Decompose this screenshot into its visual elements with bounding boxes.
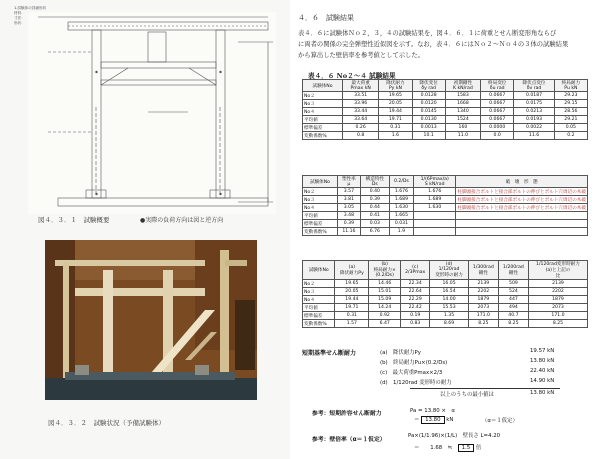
table-cell: 柱脚頭接合ボルトと接合部ボルトの伸びとボルト穴周辺の木破: [457, 189, 586, 195]
table-cell: 変動係数%: [303, 320, 335, 328]
table-cell: No３: [303, 196, 338, 204]
table-cell: 標準偏差: [303, 220, 338, 228]
table-row: [303, 132, 588, 140]
table-cell: 2073: [528, 304, 587, 312]
ref1-note: （α＝１仮定）: [482, 418, 518, 424]
table-cell: 1340: [445, 108, 480, 116]
col-header: 1/300rad 剛性: [468, 261, 498, 280]
short-term-row: (d) 1/120rad 変形時の耐力: [380, 380, 452, 386]
table-cell: 1.6: [379, 132, 412, 140]
intro-line: に両者の関係の完全弾塑性近似図を示す。なお，表４．６にはＮｏ２～Ｎｏ４の３体の試験結果: [298, 41, 569, 48]
col-header: (a) 降伏耐力Py: [335, 261, 369, 280]
table-row: [303, 116, 588, 124]
table-cell: 11.0: [445, 132, 480, 140]
col-header: (d) 1/120rad 変形時の耐力: [430, 261, 469, 280]
header-line: 形状：: [14, 21, 25, 25]
table-cell: 0.0667: [481, 108, 514, 116]
table-row: [303, 100, 588, 108]
table-row: [303, 220, 588, 228]
col-header: 終局耐力 Pu kN: [554, 80, 587, 92]
table-cell: 標準偏差: [303, 312, 335, 320]
col-header: 1/(6Pmax/a) S kN/rad: [414, 176, 456, 188]
table-cell: 1.57: [335, 320, 369, 328]
table-cell: 22.64: [401, 288, 430, 296]
table-row: [303, 296, 588, 304]
table-cell: 0.0022: [514, 124, 554, 132]
table-cell: 15.09: [369, 296, 401, 304]
table-cell: 20.05: [379, 100, 412, 108]
col-header: 試験体No: [303, 80, 343, 92]
table-cell: 40.7: [498, 312, 528, 320]
base-sill: [58, 198, 268, 206]
table-cell: [456, 220, 588, 228]
col-header: 1/200rad 剛性: [498, 261, 528, 280]
short-term-row: (b) 終局耐力Pu×(0.2/Ds): [380, 360, 448, 366]
results-table-1: [302, 79, 588, 140]
results-table-2: [302, 175, 588, 236]
table-cell: No４: [303, 108, 343, 116]
table-cell: 22.29: [401, 296, 430, 304]
table-cell: 0.03: [360, 220, 389, 228]
table-header-row: [303, 176, 588, 188]
table-cell: 19.65: [335, 280, 369, 288]
table-cell: [414, 228, 456, 236]
header-line: 1.試験体の詳細形状: [14, 6, 47, 10]
mid-beam: [101, 80, 216, 85]
table-cell: 8.25: [498, 320, 528, 328]
right-page: [290, 0, 605, 459]
col-header: 1/120rad変形時耐力 (a)と上記の 比: [528, 261, 587, 280]
table-cell: 0.0187: [514, 92, 554, 100]
left-column: [92, 30, 101, 198]
intro-line: から算出した壁倍率を参考値として示した。: [298, 52, 424, 59]
ref2-label: 参考：壁倍率（α＝１仮定）: [312, 437, 386, 443]
table-row: [303, 188, 588, 196]
table-row: [303, 124, 588, 132]
table-cell: 19.71: [335, 304, 369, 312]
results-table-3: [302, 260, 588, 328]
min-underline: [410, 388, 560, 389]
actuator-bracket: [148, 32, 166, 62]
table-cell: 8.25: [528, 320, 587, 328]
setup-drawing-svg: [28, 12, 276, 214]
table-cell: 171.0: [468, 312, 498, 320]
table-cell: 509: [498, 280, 528, 288]
table-cell: 0.0145: [412, 108, 445, 116]
table-cell: 0.0213: [514, 108, 554, 116]
table-cell: 0.31: [335, 312, 369, 320]
table-cell: 0.83: [401, 320, 430, 328]
test-photo-svg: [45, 240, 257, 400]
table-cell: 1.35: [430, 312, 469, 320]
table-cell: 1.665: [389, 212, 413, 220]
table-row: [303, 320, 588, 328]
table-cell: 8.69: [430, 320, 469, 328]
table-cell: [414, 212, 456, 220]
table-cell: 1.630: [414, 204, 456, 212]
table-cell: 0.2: [554, 132, 587, 140]
table-cell: No３: [303, 288, 335, 296]
ref2-boxed-value: 1.5: [458, 444, 475, 452]
intro-line: 表４．６に試験体Ｎｏ２，３，４の試験結果を，図４．６．１に荷重とせん断変形角ならび: [298, 30, 557, 37]
table-row: [303, 312, 588, 320]
table-cell: 0.39: [360, 196, 389, 204]
table-cell: 6.47: [369, 320, 401, 328]
table-header-row: [303, 261, 588, 280]
ref1-boxed-value: 13.80: [421, 416, 444, 424]
table-cell: 1.689: [389, 196, 413, 204]
table-cell: 3.48: [337, 212, 360, 220]
test-setup-drawing: [28, 12, 276, 214]
table-cell: 11.6: [514, 132, 554, 140]
table-cell: 19.65: [379, 92, 412, 100]
short-term-title: 短期基準せん断耐力: [302, 350, 357, 357]
table-cell: 0.26: [343, 124, 379, 132]
table-cell: 平均値: [303, 304, 335, 312]
table-cell: [414, 220, 456, 228]
table-cell: 447: [498, 296, 528, 304]
table-cell: 20.05: [335, 288, 369, 296]
table-cell: No２: [303, 280, 335, 288]
table-cell: 28.56: [554, 108, 587, 116]
section-title: ４．６ 試験結果: [298, 14, 354, 22]
table-cell: No３: [303, 100, 343, 108]
table-cell: 14.46: [369, 280, 401, 288]
table-cell: 平均値: [303, 212, 338, 220]
table-cell: 柱脚頭接合ボルトと接合部ボルトの伸びとボルト穴周辺の木破: [457, 205, 586, 211]
short-term-value: 19.57 kN: [530, 348, 555, 354]
table-cell: 10.1: [412, 132, 445, 140]
table-cell: 0.0193: [514, 116, 554, 124]
col-header: 破 壊 形 態: [456, 176, 588, 188]
table-cell: 19.71: [379, 116, 412, 124]
table-header-row: [303, 80, 588, 92]
test-photo: [45, 240, 257, 400]
table-cell: 2139: [528, 280, 587, 288]
figure-1-note: ●実際の負荷方向は図と逆方向: [140, 217, 224, 224]
header-line: 寸法：: [14, 16, 25, 20]
table-cell: 1.689: [414, 196, 456, 204]
short-term-value: 22.40 kN: [530, 368, 555, 374]
table-cell: 11.16: [337, 228, 360, 236]
ref1-label: 参考：短期許容せん断耐力: [312, 411, 382, 417]
col-header: 終局変位 δu rad: [481, 80, 514, 92]
table-cell: 16.54: [430, 288, 469, 296]
table-cell: No４: [303, 296, 335, 304]
col-header: (b) 終局耐力× (0.2/Ds): [369, 261, 401, 280]
table-cell: 15.53: [430, 304, 469, 312]
table-cell: 6.76: [360, 228, 389, 236]
table-cell: 0.0000: [481, 124, 514, 132]
table-cell: 19.44: [379, 108, 412, 116]
table-cell: 1.630: [389, 204, 413, 212]
ref1-result: ＝ 13.80 kN: [414, 417, 454, 423]
upper-beam: [101, 62, 216, 68]
table-title: 表４．６ No２～４ 試験結果: [308, 72, 396, 80]
table-cell: 1.9: [389, 228, 413, 236]
table-row: [303, 108, 588, 116]
table-cell: 1668: [445, 100, 480, 108]
col-header: 塑性率 μ: [337, 176, 360, 188]
table-row: [303, 288, 588, 296]
table-cell: 0.8: [343, 132, 379, 140]
table-cell: 29.15: [554, 100, 587, 108]
table-cell: 1.676: [414, 188, 456, 196]
table-cell: 524: [498, 288, 528, 296]
short-term-row: (c) 最大荷重Pmax×2/3: [380, 370, 443, 376]
figure-1-caption: 図４．３．１ 試験概要: [38, 216, 110, 224]
table-cell: 8.25: [468, 320, 498, 328]
table-cell: 3.81: [337, 196, 360, 204]
table-cell: No２: [303, 92, 343, 100]
table-cell: 3.57: [337, 188, 360, 196]
table-cell: 1879: [528, 296, 587, 304]
table-row: [303, 196, 588, 204]
table-cell: 33.96: [343, 100, 379, 108]
ref1-eq: Pa = 13.80 × α: [410, 408, 455, 414]
table-cell: [456, 212, 588, 220]
table-cell: 0.0667: [481, 92, 514, 100]
table-cell: 平均値: [303, 116, 343, 124]
table-cell: 33.44: [343, 108, 379, 116]
short-term-value: 14.90 kN: [530, 378, 555, 384]
table-cell: 0.31: [379, 124, 412, 132]
table-cell: No４: [303, 204, 338, 212]
table-cell: 0.0128: [412, 92, 445, 100]
col-header: 最大荷重 Pmax kN: [343, 80, 379, 92]
col-header: 試験体No: [303, 261, 335, 280]
table-cell: 494: [498, 304, 528, 312]
min-value: 13.80 kN: [530, 390, 555, 396]
table-row: [303, 304, 588, 312]
col-header: (c) 2/3Pmax: [401, 261, 430, 280]
table-cell: 0.05: [554, 124, 587, 132]
table-row: [303, 92, 588, 100]
figure-2-caption: 図４．３．２ 試験状況（予備試験体）: [48, 419, 165, 427]
ref2-result: ＝ 1.68 ≒ 1.5 倍: [414, 445, 482, 451]
table-cell: 0.40: [360, 188, 389, 196]
col-header: 構造特性 Ds: [360, 176, 389, 188]
table-row: [303, 212, 588, 220]
table-row: [303, 280, 588, 288]
table-cell: 33.64: [343, 116, 379, 124]
table-cell: 15.01: [369, 288, 401, 296]
table-row: [303, 228, 588, 236]
short-term-value: 13.80 kN: [530, 358, 555, 364]
table-cell: 0.0667: [481, 100, 514, 108]
table-cell: 16.05: [430, 280, 469, 288]
ref2-eq: Pa×(1/1.96)×(1/L) 壁長さ L=4.20: [408, 433, 501, 439]
table-cell: 0.0667: [481, 116, 514, 124]
table-cell: 2202: [528, 288, 587, 296]
col-header: 降伏変位 δy rad: [412, 80, 445, 92]
table-cell: 1879: [468, 296, 498, 304]
table-cell: 1583: [445, 92, 480, 100]
table-cell: 0.0130: [412, 116, 445, 124]
table-row: [303, 204, 588, 212]
table-cell: 0.0013: [412, 124, 445, 132]
short-term-row: (a) 降伏耐力Py: [380, 350, 421, 356]
table-cell: 29.21: [554, 116, 587, 124]
table-cell: No２: [303, 188, 338, 196]
table-cell: 変動係数%: [303, 228, 338, 236]
col-header: 降伏耐力 Py kN: [379, 80, 412, 92]
table-cell: 0.031: [389, 220, 413, 228]
table-cell: 2073: [468, 304, 498, 312]
header-line: 材料：: [14, 11, 25, 15]
col-header: 降伏点変位 δv rad: [514, 80, 554, 92]
table-cell: 0.92: [369, 312, 401, 320]
table-cell: 0.19: [401, 312, 430, 320]
table-cell: 2139: [468, 280, 498, 288]
table-cell: 33.51: [343, 92, 379, 100]
table-cell: [456, 228, 588, 236]
table-cell: 柱脚頭接合ボルトと接合部ボルトの伸びとボルト穴周辺の木破: [457, 197, 586, 203]
left-page: [0, 0, 290, 459]
table-cell: 22.42: [401, 304, 430, 312]
table-cell: 0.0: [481, 132, 514, 140]
table-cell: 1.676: [389, 188, 413, 196]
table-cell: 19.44: [335, 296, 369, 304]
col-header: 0.2/Ds: [389, 176, 413, 188]
table-cell: 2202: [468, 288, 498, 296]
table-cell: 14.24: [369, 304, 401, 312]
right-column: [216, 30, 225, 198]
min-label: 以上のうちの最小値は: [440, 392, 494, 398]
table-cell: 22.34: [401, 280, 430, 288]
table-cell: 14.00: [430, 296, 469, 304]
table-cell: 標準偏差: [303, 124, 343, 132]
table-cell: 160: [445, 124, 480, 132]
table-cell: 0.0120: [412, 100, 445, 108]
table-cell: 変動係数%: [303, 132, 343, 140]
table-cell: 1524: [445, 116, 480, 124]
table-cell: 0.41: [360, 212, 389, 220]
table-cell: 29.23: [554, 92, 587, 100]
col-header: 試験体No: [303, 176, 338, 188]
col-header: 初期剛性 K kN/rad: [445, 80, 480, 92]
table-cell: 0.39: [337, 220, 360, 228]
table-cell: 0.0175: [514, 100, 554, 108]
table-cell: 0.44: [360, 204, 389, 212]
table-cell: 3.05: [337, 204, 360, 212]
table-cell: 171.0: [528, 312, 587, 320]
